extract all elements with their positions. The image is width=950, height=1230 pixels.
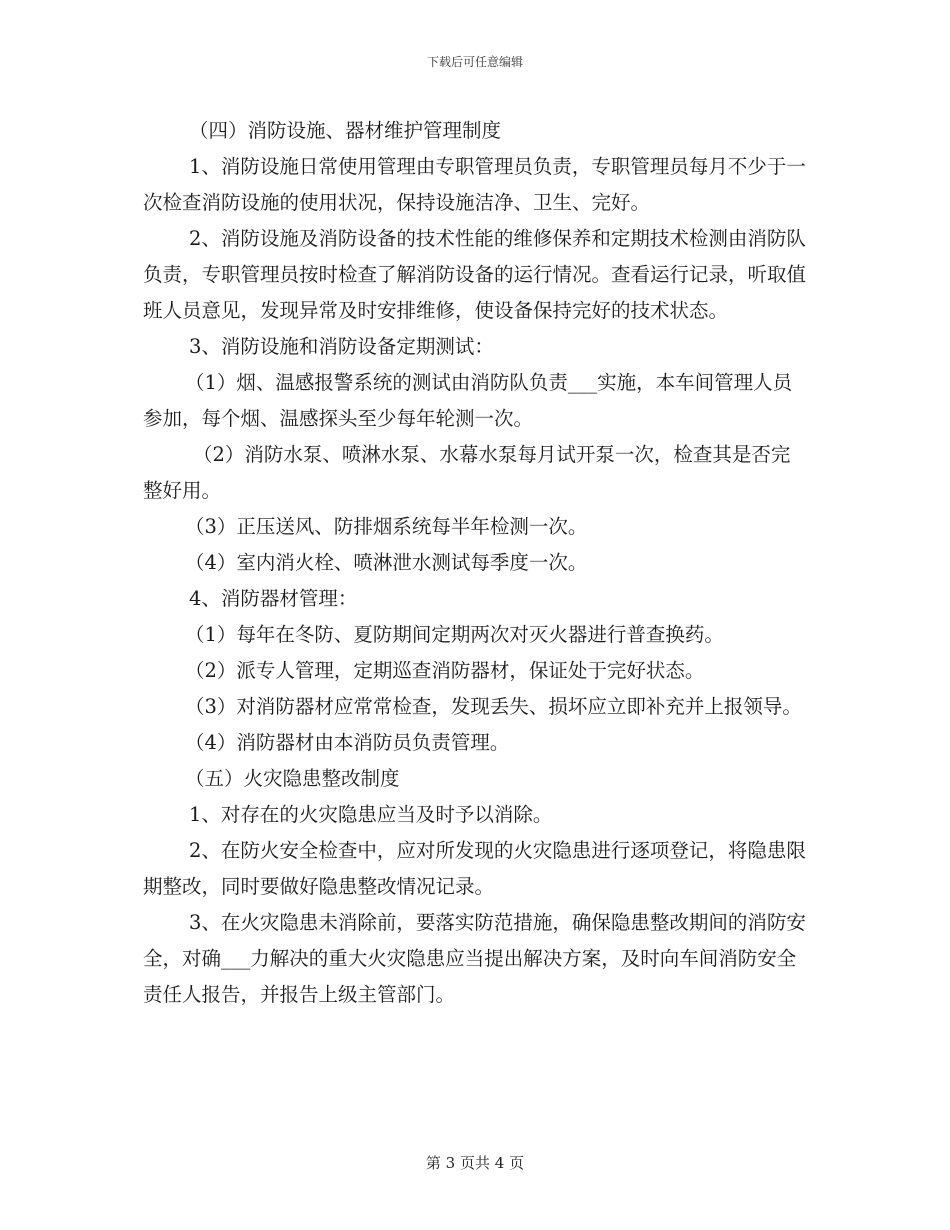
document-body [143, 113, 809, 1013]
list-item: （1）每年在冬防、夏防期间定期两次对灭火器进行普查换药。 [185, 623, 724, 646]
page-footer: 第 3 页共 4 页 [425, 1154, 525, 1172]
page-header: 下载后可任意编辑 [426, 55, 523, 69]
list-item: （2）消防水泵、喷淋水泵、水幕水泵每月试开泵一次，检查其是否完整好用。 [143, 443, 791, 502]
list-item: （3）正压送风、防排烟系统每半年检测一次。 [185, 515, 588, 538]
list-item: （4）消防器材由本消防员负责管理。 [185, 731, 510, 754]
paragraph: 1、消防设施日常使用管理由专职管理员负责，专职管理员每月不少于一次检查消防设施的使用状况，保持设施洁净、卫生、完好。 [143, 155, 806, 214]
list-item: （1）烟、温感报警系统的测试由消防队负责___实施，本车间管理人员参加，每个烟、温感探头至少每年轮测一次。 [143, 371, 793, 430]
paragraph: 4、消防器材管理： [189, 587, 358, 610]
paragraph: 2、消防设施及消防设备的技术性能的维修保养和定期技术检测由消防队负责，专职管理员按时检查了解消防设备的运行情况。查看运行记录，听取值班人员意见，发现异常及时安排维修，使设备保持完好的技术状态。 [143, 227, 807, 322]
paragraph: 3、消防设施和消防设备定期测试： [189, 335, 494, 358]
section-heading-4: （四）消防设施、器材维护管理制度 [189, 119, 502, 142]
paragraph: 2、在防火安全检查中，应对所发现的火灾隐患进行逐项登记，将隐患限期整改，同时要做好隐患整改情况记录。 [143, 839, 806, 898]
list-item: （2）派专人管理，定期巡查消防器材，保证处于完好状态。 [185, 659, 705, 682]
list-item: （4）室内消火栓、喷淋泄水测试每季度一次。 [185, 551, 588, 574]
section-heading-5: （五）火灾隐患整改制度 [185, 767, 400, 790]
list-item: （3）对消防器材应常常检查，发现丢失、损坏应立即补充并上报领导。 [185, 695, 802, 718]
paragraph: 3、在火灾隐患未消除前，要落实防范措施，确保隐患整改期间的消防安全，对确___力解决的重大火灾隐患应当提出解决方案，及时向车间消防安全责任人报告，并报告上级主管部门。 [143, 911, 806, 1006]
paragraph: 1、对存在的火灾隐患应当及时予以消除。 [189, 803, 553, 826]
